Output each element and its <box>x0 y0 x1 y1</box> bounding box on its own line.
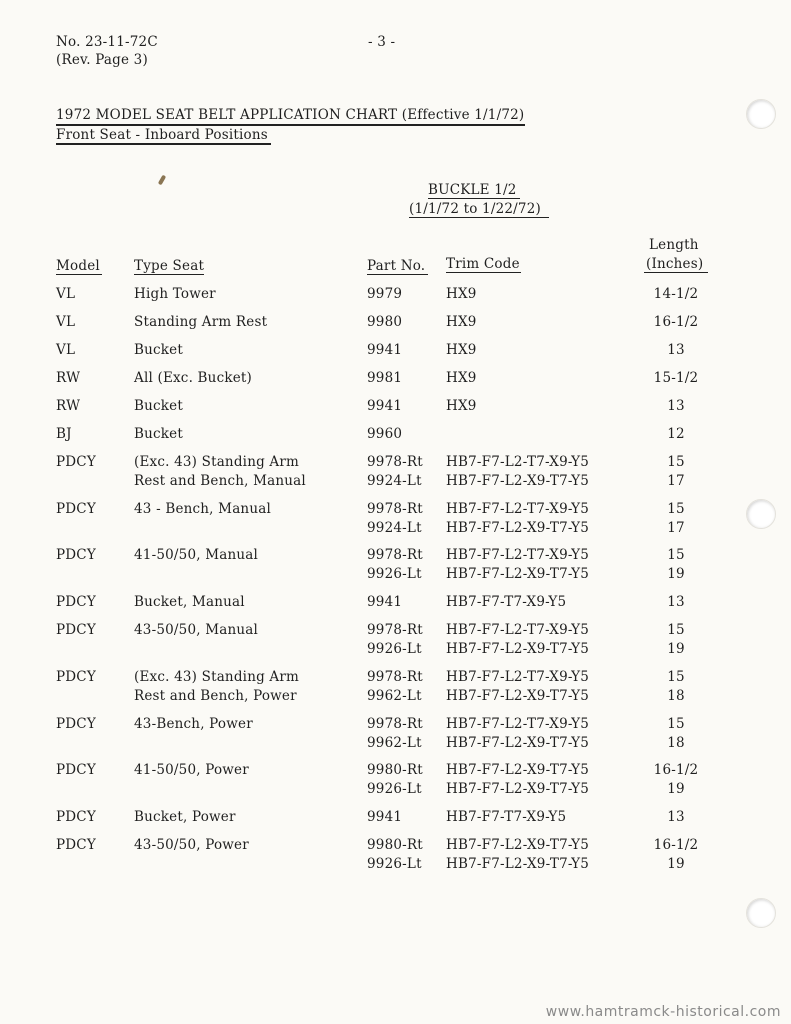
part-no-underline <box>367 274 428 275</box>
cell-model: PDCY <box>56 547 96 563</box>
binder-hole-middle <box>746 499 776 529</box>
cell-trim-code: HB7-F7-L2-X9-T7-Y5 <box>446 473 590 489</box>
cell-part-no: 9978-Rt <box>367 454 423 470</box>
cell-model: PDCY <box>56 622 96 638</box>
column-header-model: Model <box>56 258 100 274</box>
buckle-dates-underline <box>409 217 549 218</box>
trim-code-underline <box>446 272 521 273</box>
cell-trim-code: HB7-F7-L2-T7-X9-Y5 <box>446 669 590 685</box>
cell-type-seat: Standing Arm Rest <box>134 314 268 330</box>
cell-length: 15-1/2 <box>653 370 699 386</box>
inches-underline <box>644 272 708 273</box>
cell-model: PDCY <box>56 716 96 732</box>
cell-trim-code: HX9 <box>446 370 477 386</box>
buckle-dates: (1/1/72 to 1/22/72) <box>409 201 541 217</box>
cell-part-no: 9981 <box>367 370 403 386</box>
watermark: www.hamtramck-historical.com <box>545 1004 781 1020</box>
cell-length: 19 <box>667 856 685 872</box>
cell-trim-code: HX9 <box>446 286 477 302</box>
cell-model: RW <box>56 370 81 386</box>
cell-length: 16-1/2 <box>653 314 699 330</box>
cell-part-no: 9980-Rt <box>367 762 423 778</box>
cell-trim-code: HB7-F7-L2-X9-T7-Y5 <box>446 520 590 536</box>
column-header-length: Length <box>649 237 699 253</box>
cell-length: 18 <box>667 735 685 751</box>
cell-type-seat: Bucket <box>134 342 183 358</box>
cell-part-no: 9960 <box>367 426 403 442</box>
cell-type-seat: 43-50/50, Power <box>134 837 249 853</box>
cell-length: 13 <box>667 398 685 414</box>
cell-part-no: 9978-Rt <box>367 501 423 517</box>
cell-type-seat: 43-50/50, Manual <box>134 622 259 638</box>
cell-length: 15 <box>667 501 685 517</box>
cell-type-seat: Rest and Bench, Manual <box>134 473 306 489</box>
cell-trim-code: HB7-F7-L2-X9-T7-Y5 <box>446 688 590 704</box>
cell-type-seat: 43 - Bench, Manual <box>134 501 271 517</box>
cell-length: 19 <box>667 781 685 797</box>
doc-number: No. 23-11-72C <box>56 34 158 50</box>
cell-trim-code: HB7-F7-L2-X9-T7-Y5 <box>446 837 590 853</box>
ink-speck <box>158 175 166 186</box>
cell-part-no: 9941 <box>367 398 403 414</box>
page-number: - 3 - <box>368 34 396 50</box>
cell-type-seat: Bucket, Power <box>134 809 236 825</box>
cell-part-no: 9941 <box>367 809 403 825</box>
subtitle-underline <box>56 143 271 145</box>
cell-type-seat: Bucket <box>134 426 183 442</box>
cell-model: PDCY <box>56 454 96 470</box>
cell-length: 14-1/2 <box>653 286 699 302</box>
cell-model: BJ <box>56 426 72 442</box>
cell-model: VL <box>56 314 76 330</box>
cell-type-seat: Rest and Bench, Power <box>134 688 297 704</box>
cell-length: 13 <box>667 594 685 610</box>
cell-part-no: 9962-Lt <box>367 735 422 751</box>
cell-type-seat: 41-50/50, Power <box>134 762 249 778</box>
cell-part-no: 9979 <box>367 286 403 302</box>
cell-model: PDCY <box>56 809 96 825</box>
cell-trim-code: HX9 <box>446 398 477 414</box>
cell-model: RW <box>56 398 81 414</box>
buckle-label-underline <box>428 198 520 199</box>
cell-model: PDCY <box>56 669 96 685</box>
cell-model: PDCY <box>56 762 96 778</box>
cell-length: 15 <box>667 547 685 563</box>
cell-type-seat: Bucket <box>134 398 183 414</box>
cell-part-no: 9978-Rt <box>367 622 423 638</box>
cell-length: 15 <box>667 454 685 470</box>
cell-length: 16-1/2 <box>653 837 699 853</box>
cell-part-no: 9941 <box>367 342 403 358</box>
cell-part-no: 9978-Rt <box>367 547 423 563</box>
cell-length: 16-1/2 <box>653 762 699 778</box>
cell-part-no: 9978-Rt <box>367 716 423 732</box>
cell-part-no: 9941 <box>367 594 403 610</box>
cell-length: 15 <box>667 716 685 732</box>
cell-part-no: 9980 <box>367 314 403 330</box>
cell-type-seat: High Tower <box>134 286 216 302</box>
cell-trim-code: HB7-F7-L2-T7-X9-Y5 <box>446 454 590 470</box>
cell-trim-code: HB7-F7-L2-T7-X9-Y5 <box>446 547 590 563</box>
cell-length: 15 <box>667 622 685 638</box>
binder-hole-bottom <box>746 898 776 928</box>
cell-type-seat: 41-50/50, Manual <box>134 547 259 563</box>
cell-part-no: 9926-Lt <box>367 856 422 872</box>
cell-model: VL <box>56 342 76 358</box>
chart-subtitle: Front Seat - Inboard Positions <box>56 127 268 143</box>
cell-trim-code: HB7-F7-L2-X9-T7-Y5 <box>446 641 590 657</box>
cell-trim-code: HB7-F7-L2-X9-T7-Y5 <box>446 781 590 797</box>
cell-part-no: 9926-Lt <box>367 566 422 582</box>
cell-trim-code: HB7-F7-L2-X9-T7-Y5 <box>446 856 590 872</box>
cell-trim-code: HB7-F7-L2-T7-X9-Y5 <box>446 622 590 638</box>
cell-trim-code: HB7-F7-L2-T7-X9-Y5 <box>446 716 590 732</box>
cell-type-seat: Bucket, Manual <box>134 594 245 610</box>
cell-part-no: 9926-Lt <box>367 641 422 657</box>
column-header-trim-code: Trim Code <box>446 256 520 272</box>
cell-trim-code: HB7-F7-L2-X9-T7-Y5 <box>446 566 590 582</box>
cell-part-no: 9924-Lt <box>367 520 422 536</box>
chart-title: 1972 MODEL SEAT BELT APPLICATION CHART (Effective 1/1/72) <box>56 107 525 123</box>
buckle-label: BUCKLE 1/2 <box>428 182 517 198</box>
cell-model: PDCY <box>56 837 96 853</box>
column-header-inches: (Inches) <box>646 256 704 272</box>
cell-length: 19 <box>667 641 685 657</box>
cell-model: PDCY <box>56 501 96 517</box>
column-header-type-seat: Type Seat <box>134 258 205 274</box>
binder-hole-top <box>746 99 776 129</box>
cell-type-seat: All (Exc. Bucket) <box>134 370 252 386</box>
cell-part-no: 9980-Rt <box>367 837 423 853</box>
cell-type-seat: 43-Bench, Power <box>134 716 253 732</box>
cell-part-no: 9962-Lt <box>367 688 422 704</box>
cell-length: 18 <box>667 688 685 704</box>
cell-model: PDCY <box>56 594 96 610</box>
cell-trim-code: HB7-F7-L2-X9-T7-Y5 <box>446 735 590 751</box>
cell-part-no: 9978-Rt <box>367 669 423 685</box>
cell-length: 13 <box>667 342 685 358</box>
cell-trim-code: HX9 <box>446 314 477 330</box>
cell-trim-code: HB7-F7-L2-X9-T7-Y5 <box>446 762 590 778</box>
cell-length: 17 <box>667 520 685 536</box>
cell-type-seat: (Exc. 43) Standing Arm <box>134 454 300 470</box>
cell-model: VL <box>56 286 76 302</box>
cell-trim-code: HB7-F7-L2-T7-X9-Y5 <box>446 501 590 517</box>
cell-type-seat: (Exc. 43) Standing Arm <box>134 669 300 685</box>
cell-length: 12 <box>667 426 685 442</box>
cell-trim-code: HB7-F7-T7-X9-Y5 <box>446 809 567 825</box>
cell-length: 13 <box>667 809 685 825</box>
column-header-part-no: Part No. <box>367 258 426 274</box>
revision-note: (Rev. Page 3) <box>56 52 148 68</box>
cell-part-no: 9926-Lt <box>367 781 422 797</box>
cell-trim-code: HB7-F7-T7-X9-Y5 <box>446 594 567 610</box>
type-seat-underline <box>134 274 204 275</box>
model-underline <box>56 274 102 275</box>
cell-length: 17 <box>667 473 685 489</box>
cell-length: 19 <box>667 566 685 582</box>
cell-length: 15 <box>667 669 685 685</box>
cell-trim-code: HX9 <box>446 342 477 358</box>
cell-part-no: 9924-Lt <box>367 473 422 489</box>
